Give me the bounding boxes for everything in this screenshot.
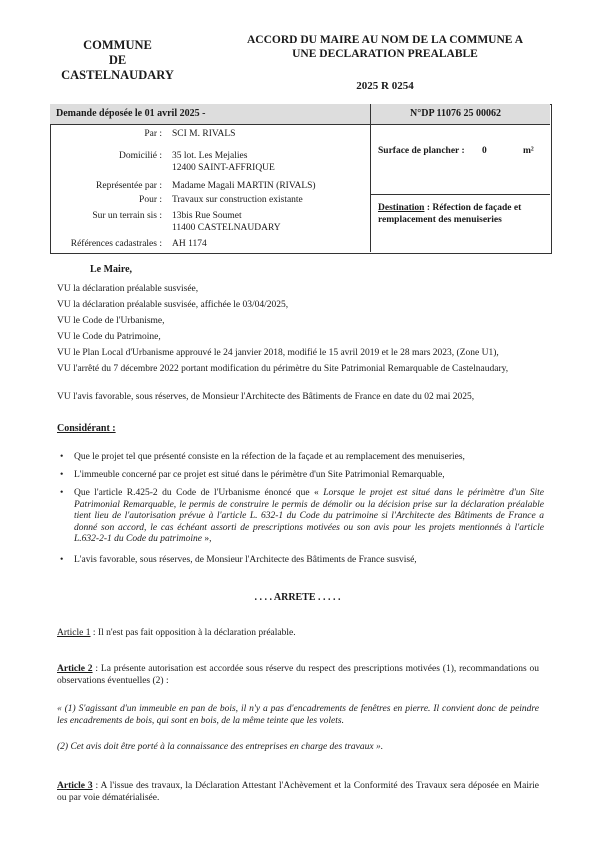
document-title xyxy=(220,33,550,61)
vu-item: VU la déclaration préalable susvisée, xyxy=(57,284,199,294)
surface-label: Surface de plancher : xyxy=(378,146,465,156)
destination xyxy=(378,202,548,226)
title-line-2: UNE DECLARATION PREALABLE xyxy=(292,48,478,60)
value-pour: Travaux sur construction existante xyxy=(172,195,303,205)
article-2-text: : La présente autorisation est accordée sous réserve du respect des prescriptions motivées (1), recommandations ou observations éventuelles (2) : xyxy=(57,664,539,686)
commune-line-3: CASTELNAUDARY xyxy=(61,68,174,82)
article-2-label: Article 2 xyxy=(57,664,93,674)
article-1 xyxy=(57,628,539,640)
value-terrain-1: 13bis Rue Soumet xyxy=(172,211,242,221)
article-3 xyxy=(57,781,539,804)
considerant-heading: Considérant : xyxy=(57,423,116,434)
bullet-icon: • xyxy=(60,452,64,462)
article-intro: Que l'article R.425-2 du Code de l'Urbanisme énoncé que « xyxy=(74,488,324,498)
arrete-heading: . . . . ARRETE . . . . . xyxy=(254,592,341,603)
considerant-item: L'immeuble concerné par ce projet est situé dans le périmètre d'un Site Patrimonial Remarquable, xyxy=(74,470,445,480)
label-pour: Pour : xyxy=(139,195,162,205)
considerant-item-article xyxy=(74,488,544,546)
value-terrain-2: 11400 CASTELNAUDARY xyxy=(172,223,281,233)
bullet-icon: • xyxy=(60,555,64,565)
considerant-item: Que le projet tel que présenté consiste en la réfection de la façade et au remplacement des menuiseries, xyxy=(74,452,465,462)
info-box xyxy=(50,104,552,254)
surface-unit: m² xyxy=(523,146,534,156)
maire-heading: Le Maire, xyxy=(90,264,133,275)
destination-text: : Réfection de façade et remplacement des menuiseries xyxy=(378,203,522,225)
label-cadastre: Références cadastrales : xyxy=(70,239,162,249)
vu-item: VU l'arrêté du 7 décembre 2022 portant modification du périmètre du Site Patrimonial Remarquable de Castelnaudary, xyxy=(57,364,509,374)
vu-item: VU la déclaration préalable susvisée, affichée le 03/04/2025, xyxy=(57,300,289,310)
info-box-right-divider xyxy=(370,194,550,195)
reference-number: 2025 R 0254 xyxy=(356,80,414,92)
label-par: Par : xyxy=(144,129,162,139)
article-1-text: : Il n'est pas fait opposition à la déclaration préalable. xyxy=(90,628,296,638)
label-domicile: Domicilié : xyxy=(118,151,162,161)
bullet-icon: • xyxy=(60,470,64,480)
value-cadastre: AH 1174 xyxy=(172,239,207,249)
article-2-observation: (2) Cet avis doit être porté à la connaissance des entreprises en charge des travaux ». xyxy=(57,742,384,752)
article-2 xyxy=(57,664,539,687)
article-3-label: Article 3 xyxy=(57,781,93,791)
vu-item: VU le Code de l'Urbanisme, xyxy=(57,316,165,326)
label-terrain: Sur un terrain sis : xyxy=(92,211,162,221)
considerant-item: L'avis favorable, sous réserves, de Monsieur l'Architecte des Bâtiments de France susvisé, xyxy=(74,555,417,565)
vu-item: VU le Code du Patrimoine, xyxy=(57,332,161,342)
commune-line-2: DE xyxy=(108,53,127,67)
info-box-divider xyxy=(370,104,371,252)
deposit-date: Demande déposée le 01 avril 2025 - xyxy=(56,108,206,119)
surface-value: 0 xyxy=(482,146,487,156)
bullet-icon: • xyxy=(60,488,64,498)
dp-number: N°DP 11076 25 00062 xyxy=(410,108,501,119)
destination-label: Destination xyxy=(378,203,425,213)
article-3-text: : A l'issue des travaux, la Déclaration Attestant l'Achèvement et la Conformité des Travaux sera déposée en Mairie ou par voie dématérialisée. xyxy=(57,781,539,803)
value-domicile-1: 35 lot. Les Mejalies xyxy=(172,151,248,161)
commune-name xyxy=(60,38,175,83)
vu-item: VU l'avis favorable, sous réserves, de Monsieur l'Architecte des Bâtiments de France en date du 02 mai 2025, xyxy=(57,392,475,402)
label-represente: Représentée par : xyxy=(96,181,162,191)
vu-item: VU le Plan Local d'Urbanisme approuvé le 24 janvier 2018, modifié le 15 avril 2019 et le 28 mars 2023, (Zone U1), xyxy=(57,348,499,358)
commune-line-1: COMMUNE xyxy=(83,38,152,52)
article-close: », xyxy=(201,534,212,544)
article-2-prescription: « (1) S'agissant d'un immeuble en pan de bois, il n'y a pas d'encadrements de fenêtres en pierre. Il convient donc de peindre les encadrements de bois, qui sont en bois, de la même teinte que les volets. xyxy=(57,704,539,726)
value-represente: Madame Magali MARTIN (RIVALS) xyxy=(172,181,316,191)
article-1-label: Article 1 xyxy=(57,628,91,638)
title-line-1: ACCORD DU MAIRE AU NOM DE LA COMMUNE A xyxy=(247,34,523,46)
article-quote: Lorsque le projet est situé dans le périmètre d'un Site Patrimonial Remarquable, le permis de construire le permis de démolir ou la décision prise sur la déclaration préalable tient lieu de l'autorisation prévue à l'article L. 632-1 du Code du patrimoine si l'Architecte des Bâtiments de France a donné son accord, le cas échéant assorti de prescriptions motivées ou son avis pour les projets mentionnés à l'article L.632-2-1 du Code du patrimoine xyxy=(74,488,544,544)
value-par: SCI M. RIVALS xyxy=(172,129,236,139)
value-domicile-2: 12400 SAINT-AFFRIQUE xyxy=(172,163,275,173)
